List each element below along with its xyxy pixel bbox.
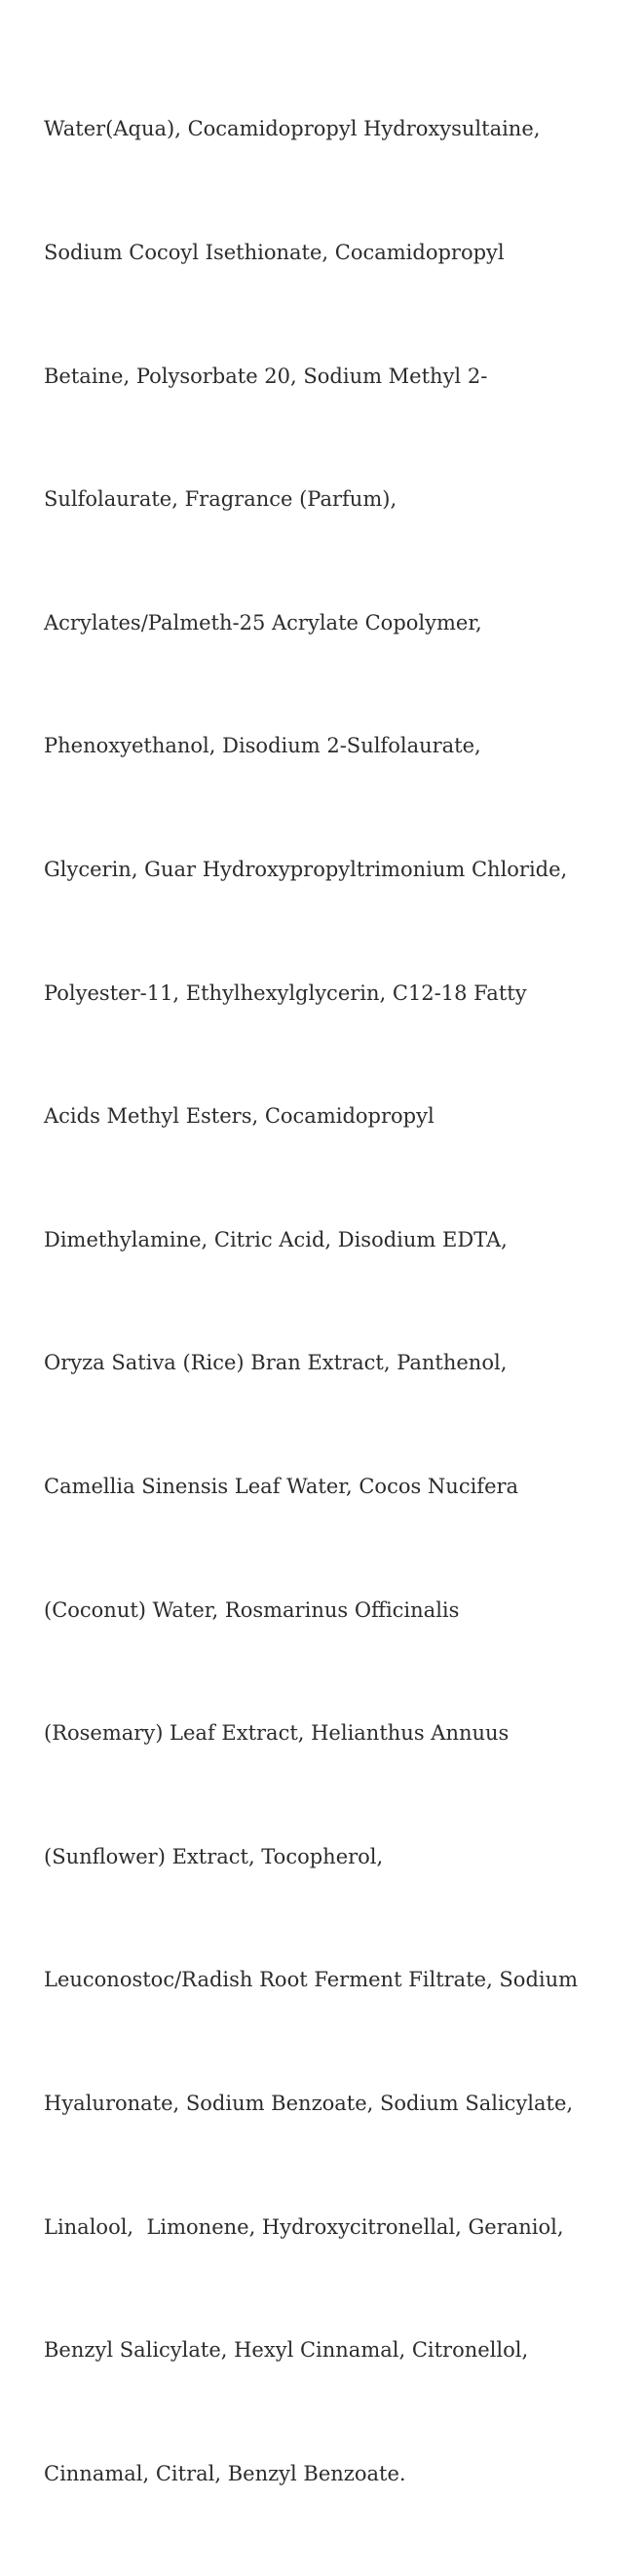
- ingredient-line: Linalool, Limonene, Hydroxycitronellal, Geraniol,: [44, 2214, 564, 2239]
- ingredient-line: Polyester-11, Ethylhexylglycerin, C12-18 Fatty: [44, 980, 527, 1005]
- ingredient-line: (Sunflower) Extract, Tocopherol,: [44, 1844, 384, 1868]
- ingredient-line: Sodium Cocoyl Isethionate, Cocamidopropyl: [44, 241, 505, 264]
- ingredient-line: Glycerin, Guar Hydroxypropyltrimonium Chloride,: [44, 857, 568, 881]
- ingredient-line: Oryza Sativa (Rice) Bran Extract, Panthenol,: [44, 1351, 508, 1375]
- ingredient-line: Sulfolaurate, Fragrance (Parfum),: [44, 487, 397, 512]
- ingredient-list: [44, 26, 624, 2576]
- ingredient-line: Betaine, Polysorbate 20, Sodium Methyl 2-: [44, 364, 488, 388]
- ingredient-line: Benzyl Salicylate, Hexyl Cinnamal, Citronellol,: [44, 2338, 529, 2363]
- ingredient-line: Leuconostoc/Radish Root Ferment Filtrate, Sodium: [44, 1968, 579, 1992]
- ingredient-line: Acids Methyl Esters, Cocamidopropyl: [44, 1104, 435, 1129]
- ingredient-line: (Coconut) Water, Rosmarinus Officinalis: [44, 1597, 460, 1622]
- ingredient-line: Acrylates/Palmeth-25 Acrylate Copolymer,: [44, 610, 482, 634]
- ingredient-line: Phenoxyethanol, Disodium 2-Sulfolaurate,: [44, 734, 481, 758]
- ingredient-line: Hyaluronate, Sodium Benzoate, Sodium Salicylate,: [44, 2091, 574, 2115]
- ingredient-line: Dimethylamine, Citric Acid, Disodium EDTA,: [44, 1227, 508, 1251]
- ingredient-line: Water(Aqua), Cocamidopropyl Hydroxysultaine,: [44, 117, 541, 141]
- ingredient-line: Camellia Sinensis Leaf Water, Cocos Nucifera: [44, 1474, 519, 1498]
- ingredient-line: (Rosemary) Leaf Extract, Helianthus Annuus: [44, 1721, 510, 1746]
- ingredient-line: Cinnamal, Citral, Benzyl Benzoate.: [44, 2461, 406, 2485]
